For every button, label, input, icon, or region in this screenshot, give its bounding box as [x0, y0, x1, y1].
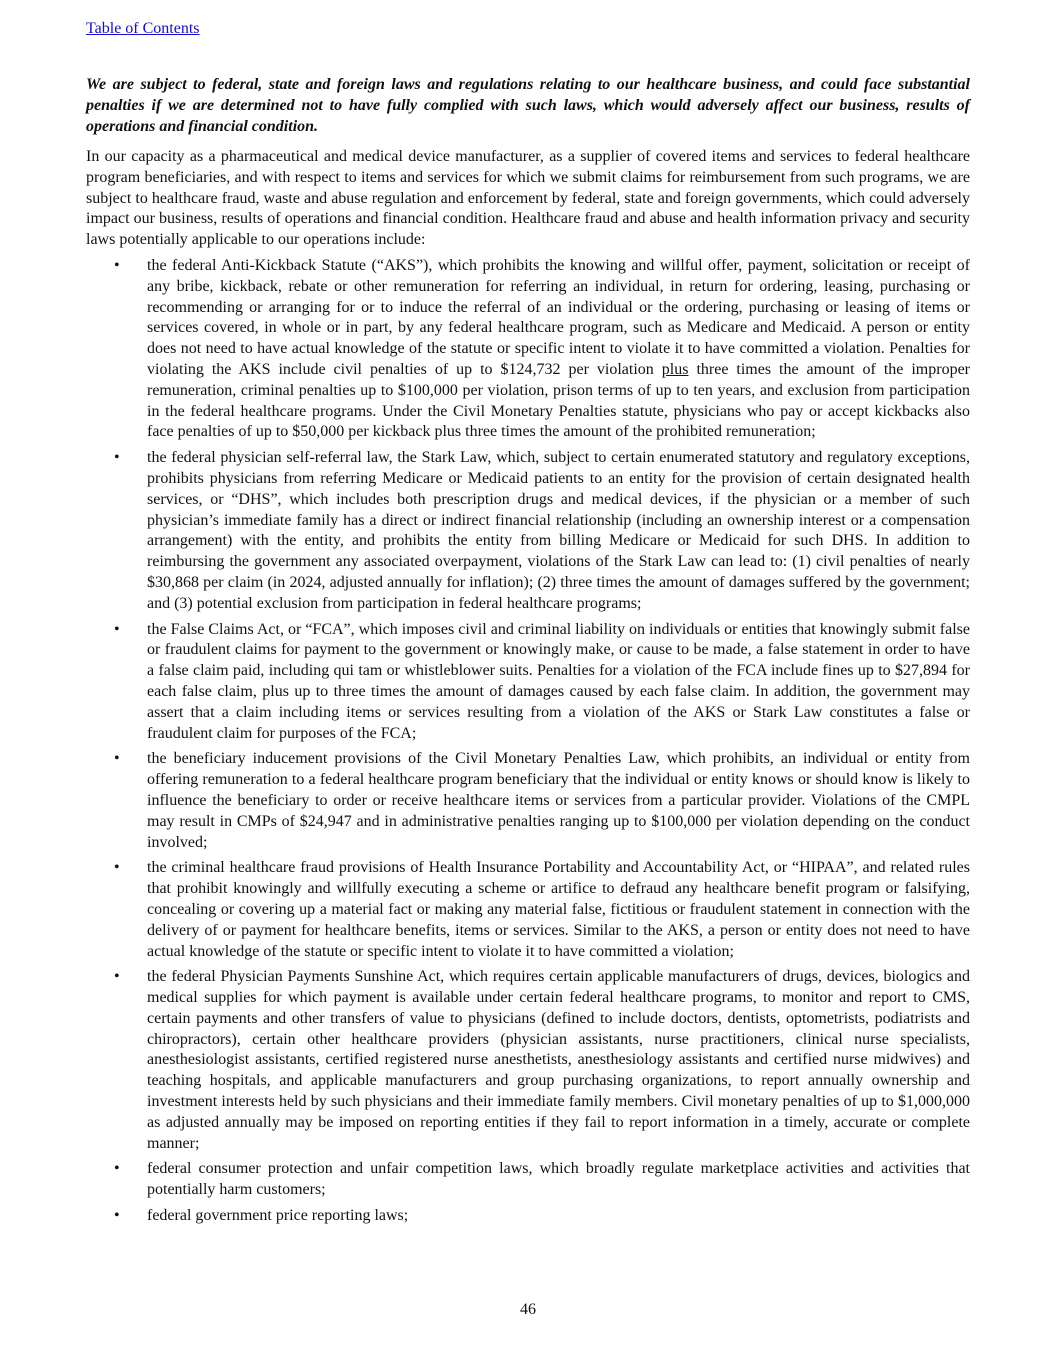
list-item-civil-monetary-penalties [86, 749, 970, 853]
list-item-text-continued: three times the amount of the improper remuneration, criminal penalties up to $100,000 per violation, prison terms of up to ten years, and exclusion from participation in the federal healthcare programs. Under the Civil Monetary Penalties statute, physicians who pay or accept kickbacks also face penalties of up to $50,000 per kickback plus three times the amount of the prohibited remuneration; [147, 360, 971, 441]
bullet-icon: • [114, 1160, 120, 1178]
bullet-icon: • [114, 1207, 120, 1225]
list-item-sunshine-act [86, 967, 970, 1154]
list-item-consumer-protection [86, 1159, 970, 1201]
bullet-icon: • [114, 750, 120, 768]
list-item-hipaa [86, 858, 970, 962]
list-item-text: federal government price reporting laws; [147, 1207, 409, 1225]
list-item-text: the beneficiary inducement provisions of the Civil Monetary Penalties Law, which prohibits, an individual or entity from offering remuneration to a federal healthcare program beneficiary that the individual or entity knows or should know is likely to influence the beneficiary to order or receive healthcare items or services from a particular provider. Violations of the CMPL may result in CMPs of $24,947 and in administrative penalties ranging up to $100,000 per violation depending on the conduct involved; [147, 750, 970, 851]
list-item-price-reporting [86, 1206, 970, 1227]
bullet-icon: • [114, 449, 120, 467]
bullet-icon: • [114, 620, 120, 638]
page-number: 46 [520, 1301, 536, 1318]
intro-paragraph: In our capacity as a pharmaceutical and medical device manufacturer, as a supplier of covered items and services to federal healthcare program beneficiaries, and with respect to items and services for which we submit claims for reimbursement from such programs, we are subject to healthcare fraud, waste and abuse regulation and enforcement by federal, state and foreign governments, which could adversely impact our business, results of operations and financial condition. Healthcare fraud and abuse and health information privacy and security laws potentially applicable to our operations include: [86, 148, 970, 249]
list-item-text: the federal physician self-referral law, the Stark Law, which, subject to certain enumerated statutory and regulatory exceptions, prohibits physicians from referring Medicare or Medicaid patients to an entity for the provision of certain designated health services, or “DHS”, which includes both prescription drugs and medical devices, if the physician or a member of such physician’s immediate family has a direct or indirect financial relationship (including an ownership interest or a compensation arrangement) with the entity, and prohibits the entity from billing Medicare or Medicaid for such DHS. In addition to reimbursing the government any associated overpayment, violations of the Stark Law can lead to: (1) civil penalties of nearly $30,868 per claim (in 2024, adjusted annually for inflation); (2) three times the amount of damages suffered by the government; and (3) potential exclusion from participation in federal healthcare programs; [147, 449, 970, 612]
risk-factor-heading: We are subject to federal, state and foreign laws and regulations relating to our healthcare business, and could face substantial penalties if we are determined not to have fully complied with such laws, which would adversely affect our business, results of operations and financial condition. [86, 76, 970, 135]
list-item-text: the False Claims Act, or “FCA”, which imposes civil and criminal liability on individuals or entities that knowingly submit false or fraudulent claims for payment to the government or knowingly make, or cause to be made, a false statement in order to have a false claim paid, including qui tam or whistleblower suits. Penalties for a violation of the FCA include fines up to $27,894 for each false claim, plus up to three times the amount of damages caused by each false claim. In addition, the government may assert that a claim including items or services resulting from a violation of the AKS or Stark Law constitutes a false or fraudulent claim for purposes of the FCA; [147, 620, 970, 742]
list-item-text: the criminal healthcare fraud provisions of Health Insurance Portability and Accountability Act, or “HIPAA”, and related rules that prohibit knowingly and willfully executing a scheme or artifice to defraud any healthcare benefit program or falsifying, concealing or covering up a material fact or making any material false, fictitious or fraudulent statement in connection with the delivery of or payment for healthcare benefits, items or services. Similar to the AKS, a person or entity does not need to have actual knowledge of the statute or specific intent to violate it to have committed a violation; [147, 859, 970, 960]
list-item-stark-law [86, 448, 970, 614]
list-item-anti-kickback-statute [86, 256, 970, 443]
bullet-icon: • [114, 968, 120, 986]
table-of-contents-link[interactable]: Table of Contents [86, 20, 200, 37]
bullet-icon: • [114, 257, 120, 274]
applicable-laws-list [86, 256, 970, 1232]
list-item-text: the federal Anti-Kickback Statute (“AKS”), which prohibits the knowing and willful offer, payment, solicitation or receipt of any bribe, kickback, rebate or other remuneration for referring an individual, in return for ordering, leasing, purchasing or recommending or arranging for or to induce the referral of an individual or the ordering, purchasing or leasing of items or services covered, in whole or in part, by any federal healthcare program, such as Medicare and Medicaid. A person or entity does not need to have actual knowledge of the statute or specific intent to violate it to have committed a violation. Penalties for violating the AKS include civil penalties of up to $124,732 per violation [147, 257, 970, 378]
bullet-icon: • [114, 859, 120, 877]
list-item-text: the federal Physician Payments Sunshine Act, which requires certain applicable manufacturers of drugs, devices, biologics and medical supplies for which payment is available under certain federal healthcare programs, to monitor and report to CMS, certain payments and other transfers of value to physicians (defined to include doctors, dentists, optometrists, podiatrists and chiropractors), certain other healthcare providers (physician assistants, nurse practitioners, clinical nurse specialists, anesthesiologist assistants, certified registered nurse anesthetists, anesthesiology assistants and certified nurse midwives) and teaching hospitals, and applicable manufacturers and group purchasing organizations, to report annually ownership and investment interests held by such physicians and their immediate family members. Civil monetary penalties of up to $1,000,000 as adjusted annually may be imposed on reporting entities if they fail to report information in a timely, accurate or complete manner; [147, 968, 970, 1152]
list-item-text: federal consumer protection and unfair competition laws, which broadly regulate marketplace activities and activities that potentially harm customers; [147, 1160, 970, 1199]
list-item-false-claims-act [86, 620, 970, 745]
underlined-emphasis: plus [661, 360, 689, 378]
